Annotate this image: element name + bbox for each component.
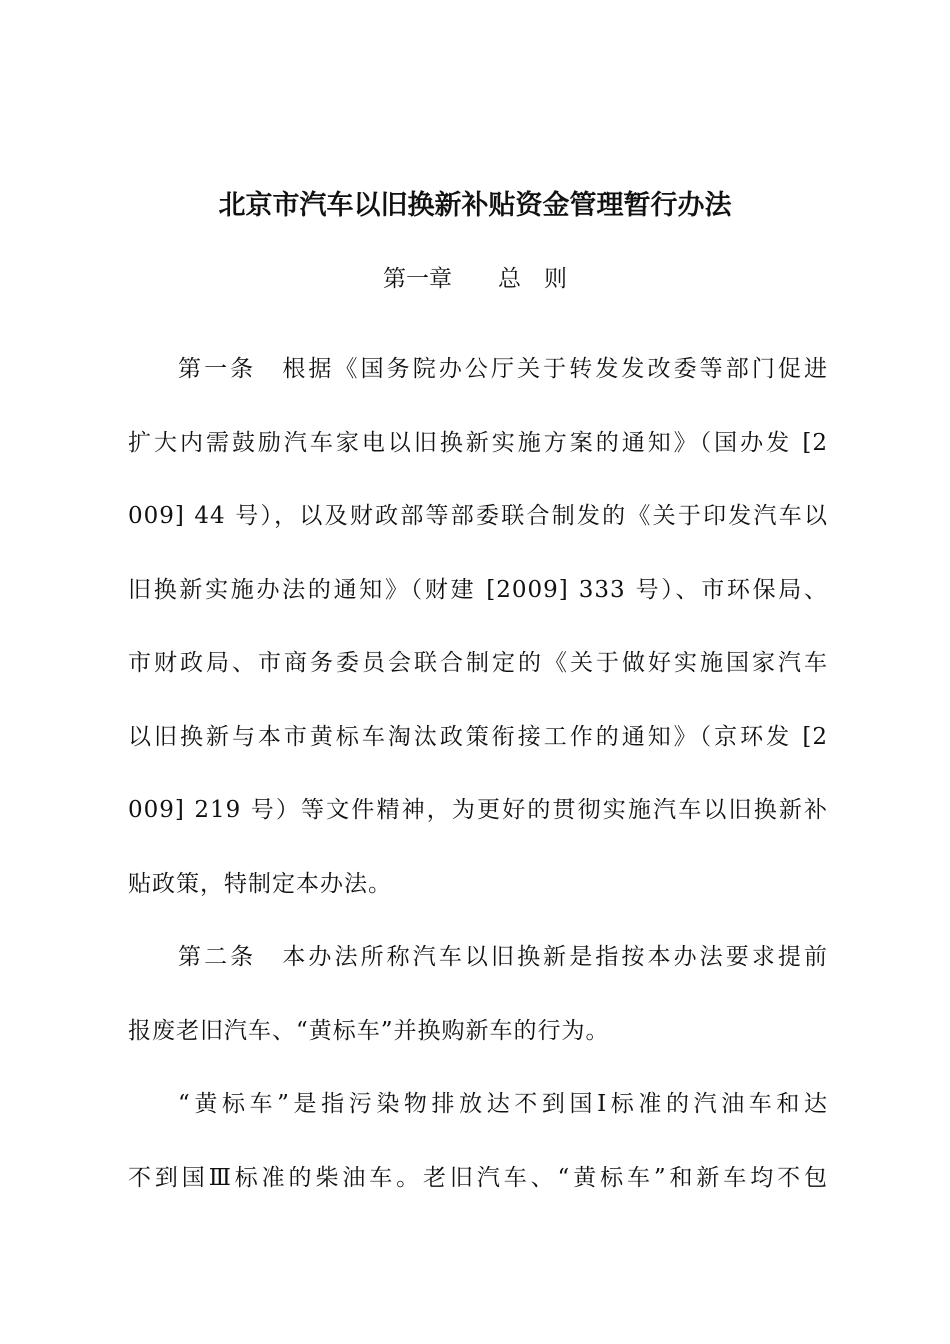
article-1-line-3: 009] 44 号），以及财政部等部委联合制发的《关于印发汽车以 (128, 503, 828, 529)
article-1-line-4: 旧换新实施办法的通知》（财建 [2009] 333 号）、市环保局、 (128, 576, 828, 603)
article-2-line-3: “黄标车”是指污染物排放达不到国Ⅰ标准的汽油车和达 (178, 1091, 828, 1117)
chapter-heading: 第一章 总 则 (383, 266, 567, 292)
document-body (128, 333, 828, 1215)
article-1-line-7: 009] 219 号）等文件精神，为更好的贯彻实施汽车以旧换新补 (128, 797, 828, 823)
article-2-line-1: 第二条 本办法所称汽车以旧换新是指按本办法要求提前 (178, 944, 828, 970)
article-2-line-2: 报废老旧汽车、“黄标车”并换购新车的行为。 (128, 1017, 610, 1044)
article-1-line-1: 第一条 根据《国务院办公厅关于转发发改委等部门促进 (178, 356, 828, 382)
article-1-line-8: 贴政策，特制定本办法。 (128, 870, 392, 897)
article-2-line-4: 不到国Ⅲ标准的柴油车。老旧汽车、“黄标车”和新车均不包 (128, 1164, 828, 1191)
document-title: 北京市汽车以旧换新补贴资金管理暂行办法 (218, 190, 732, 221)
article-1-line-2: 扩大内需鼓励汽车家电以旧换新实施方案的通知》（国办发 [2 (128, 429, 828, 456)
article-1-line-6: 以旧换新与本市黄标车淘汰政策衔接工作的通知》（京环发 [2 (128, 723, 828, 750)
article-1-line-5: 市财政局、市商务委员会联合制定的《关于做好实施国家汽车 (128, 650, 828, 676)
